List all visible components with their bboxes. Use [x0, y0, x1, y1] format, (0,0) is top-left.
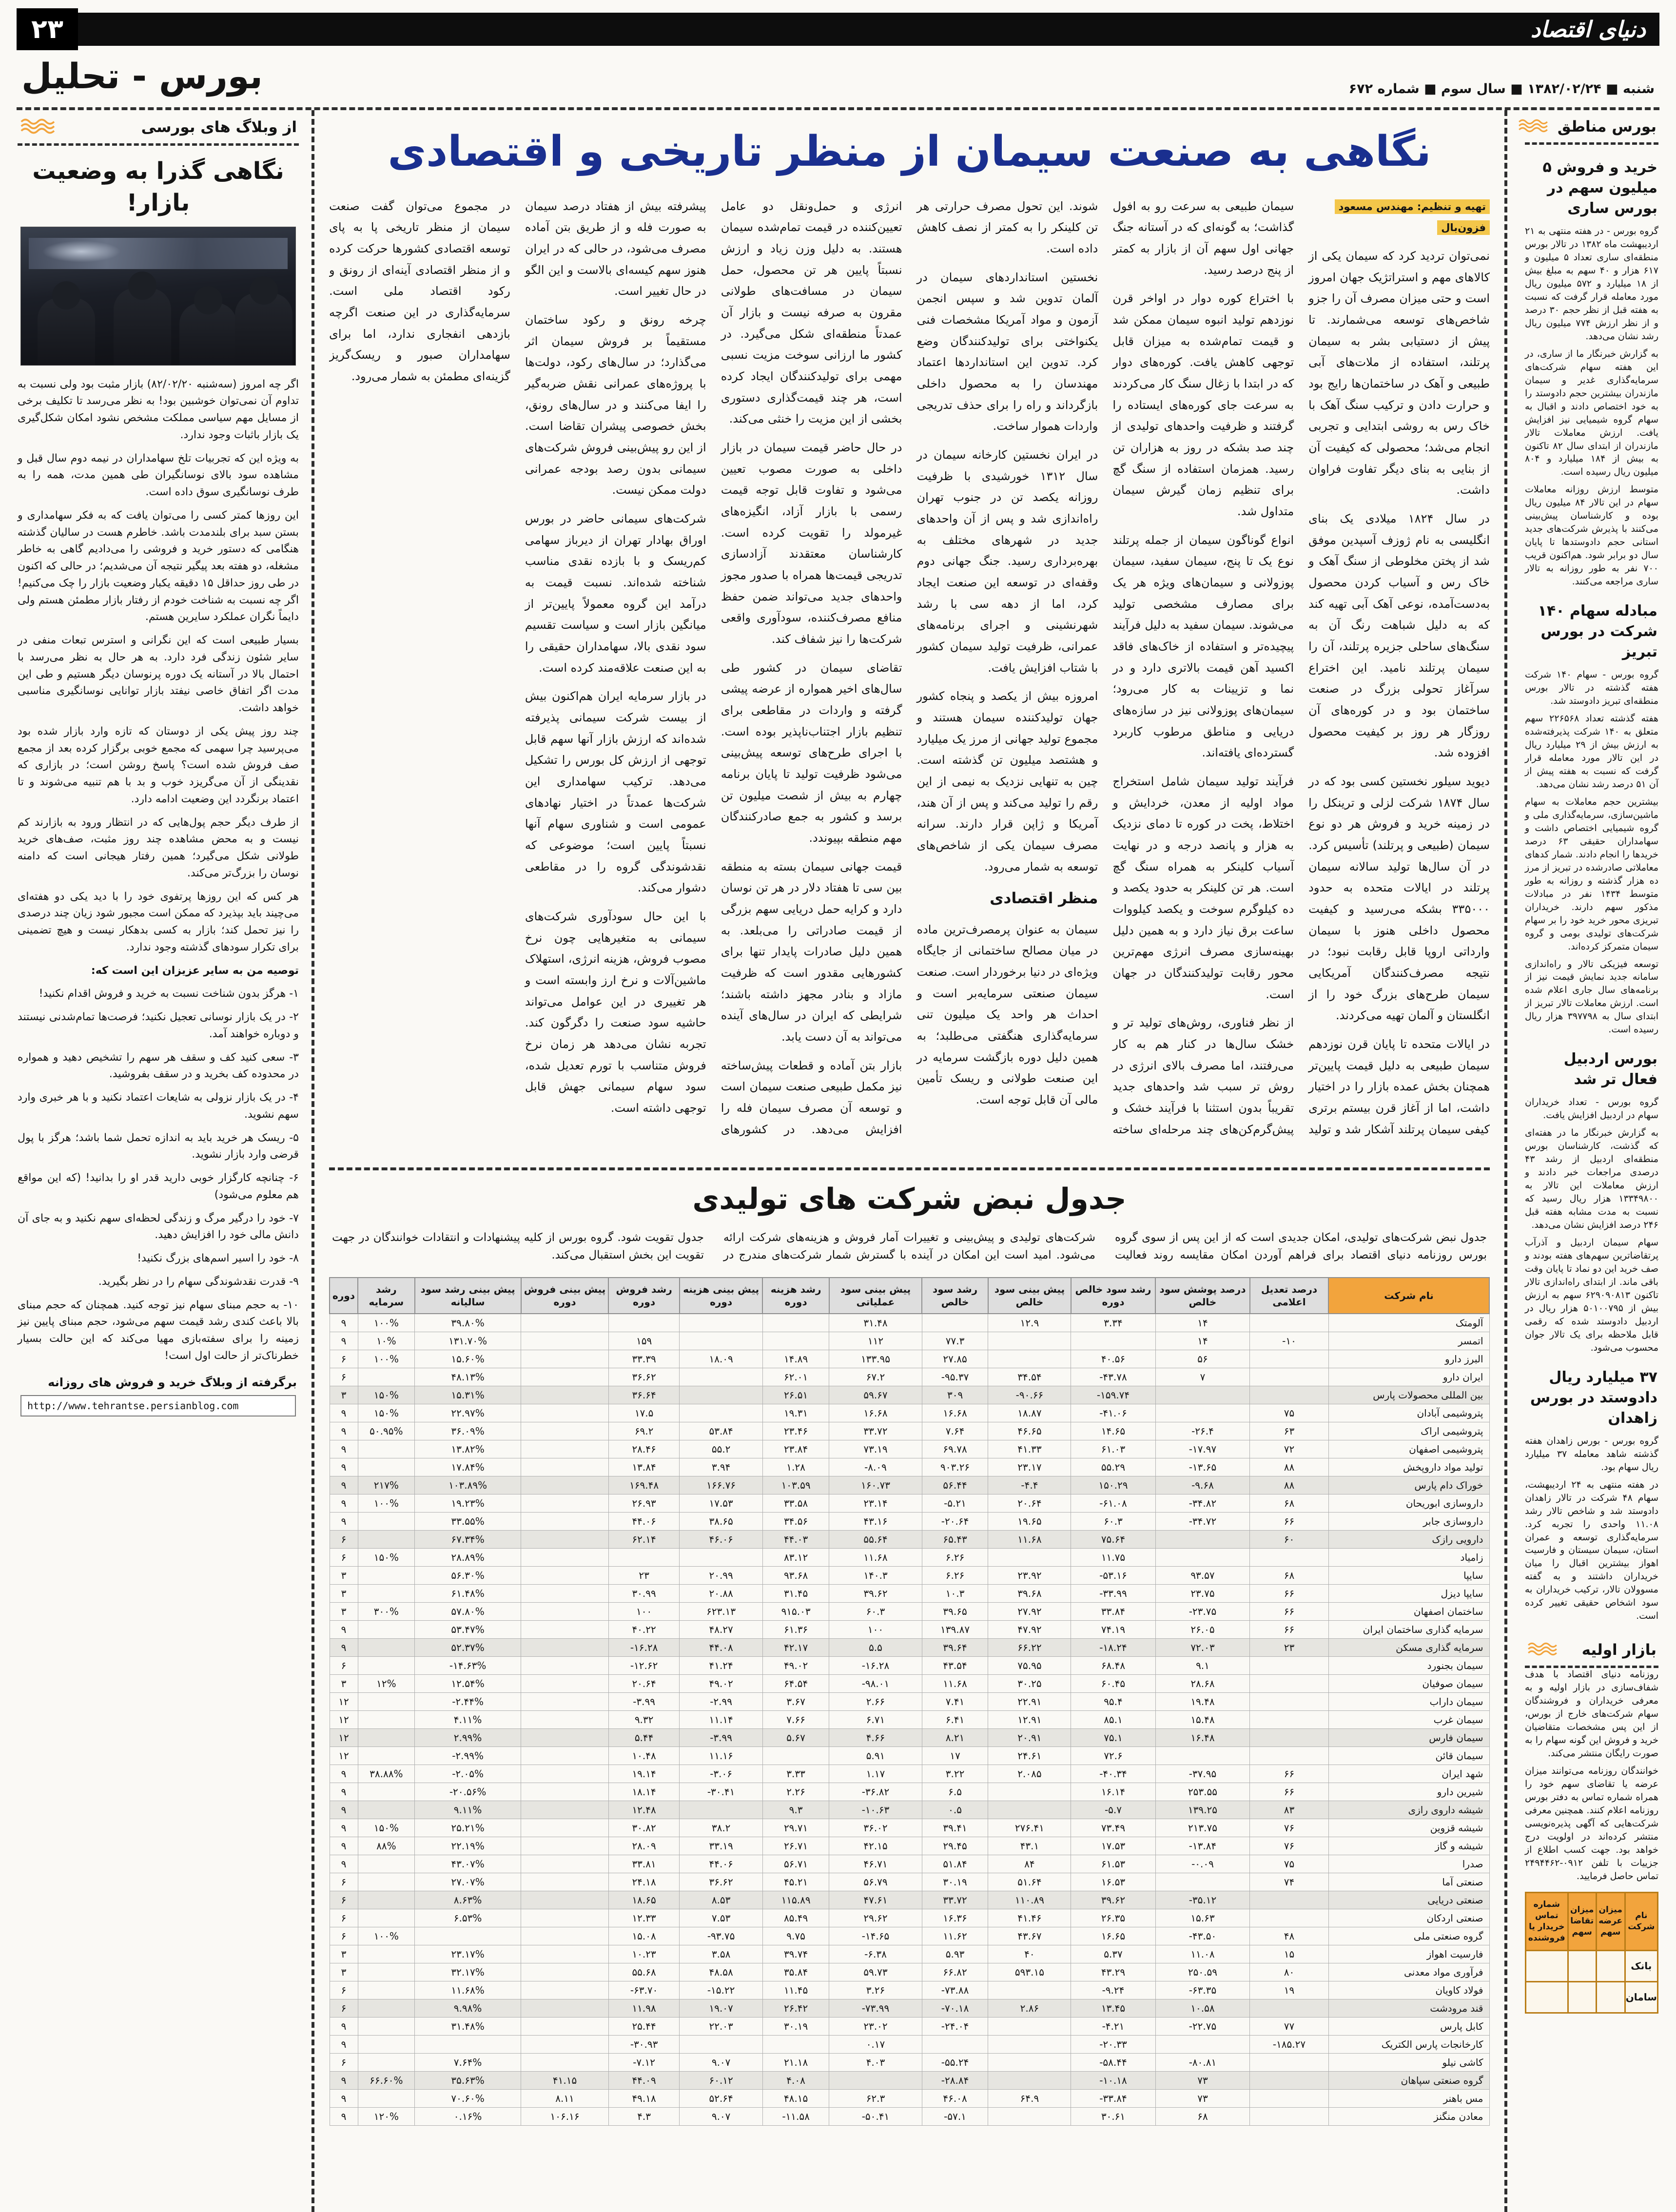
- regional-tab: [1525, 116, 1658, 145]
- article-paragraph: با اختراع کوره دوار در اواخر قرن نوزدهم تولید انبوه سیمان ممکن شد و قیمت تمام‌شده به میزان قابل توجهی کاهش یافت. کوره‌های دوار که در ابتدا با زغال سنگ کار می‌کردند به سرعت جای کوره‌های ایستاده را گرفتند و ظرفیت واحدهای تولیدی از چند صد بشکه در روز به هزاران تن رسید. همزمان استفاده از سنگ گچ برای تنظیم زمان گیرش سیمان متداول شد.: [1112, 291, 1294, 518]
- news-section: [1525, 601, 1658, 1036]
- pulse-col-header: نام شرکت: [1328, 1278, 1489, 1314]
- pulse-col-header: پیش بینی رشد سود سالیانه: [415, 1278, 521, 1314]
- article-paragraph: نمی‌توان تردید کرد که سیمان یکی از کالاهای مهم و استراتژیک جهان امروز است و حتی میزان مصرف آن را جزو شاخص‌های توسعه می‌شمارند. تا پیش از دستیابی بشر به سیمان پرتلند، استفاده از ملات‌های آبی طبیعی و آهک در ساختمان‌ها رایج بود و حرارت دادن و ترکیب سنگ آهک با خاک رس به روشی ابتدایی و تجربی انجام می‌شد؛ محصولی که کیفیت آن از بنایی به بنای دیگر تفاوت فراوان داشت.: [1308, 249, 1490, 497]
- contact-row: سامان: [1526, 1981, 1658, 2013]
- article-paragraph: تقاضای سیمان در کشور طی سال‌های اخیر همواره از عرضه پیشی گرفته و واردات در مقاطعی برای تنظیم بازار اجتناب‌ناپذیر بوده است. با اجرای طرح‌های توسعه پیش‌بینی می‌شود ظرفیت تولید تا پایان برنامه چهارم به بیش از شصت میلیون تن برسد و کشور به جمع صادرکنندگان مهم منطقه بپیوندد.: [721, 660, 902, 845]
- table-row: شیرین دارو ۶۶ ۲۵۳.۵۵ ۱۶.۱۴ ۶.۵ -۳۶.۸۲ ۲.۲۶ -۳۰.۴۱ ۱۸.۱۴ -۲۰.۵۶% ۹: [330, 1783, 1489, 1801]
- blog-paragraph: ۴- در یک بازار نزولی به شایعات اعتماد نکنید و با هر خبری وارد سهم نشوید.: [18, 1091, 299, 1121]
- pulse-col-header: درصد تعدیل اعلامی: [1250, 1278, 1328, 1314]
- article-paragraph: در حال حاضر قیمت سیمان در بازار داخلی به صورت مصوب تعیین می‌شود و تفاوت قابل توجه قیمت رسمی با بازار آزاد، انگیزه‌های غیرمولد را تقویت کرده است. کارشناسان معتقدند آزادسازی تدریجی قیمت‌ها همراه با صدور مجوز واحدهای جدید می‌تواند ضمن حفظ منافع مصرف‌کننده، سودآوری واقعی شرکت‌ها را نیز شفاف کند.: [721, 440, 902, 646]
- article-paragraph: با این حال سودآوری شرکت‌های سیمانی به متغیرهایی چون نرخ مصوب فروش، هزینه انرژی، استهلاک ماشین‌آلات و نرخ ارز وابسته است و هر تغییری در این عوامل می‌تواند حاشیه سود صنعت را دگرگون کند. تجربه نشان می‌دهد هر زمان نرخ فروش متناسب با تورم تعدیل شده، سود سهام سیمانی جهش قابل توجهی داشته است.: [525, 910, 706, 1115]
- primary-market-text: [1525, 1668, 1658, 1883]
- table-row: تولید مواد داروپخش ۸۸ -۱۳.۶۵ ۵۵.۲۹ ۲۳.۱۷ ۹۰۳.۲۶ -۸.۰۹ ۱.۲۸ ۳.۹۴ ۱۳.۸۴ ۱۷.۸۴% ۹: [330, 1458, 1489, 1476]
- article-byline: تهیه و تنظیم: مهندس مسعود فزون‌بال: [1335, 199, 1490, 235]
- newspaper-logo: دنیای اقتصاد: [1530, 16, 1646, 42]
- blog-text: [18, 376, 299, 1365]
- wave-icon: [1527, 1641, 1562, 1659]
- blog-tab: [18, 116, 299, 146]
- table-row: سیمان فارس ۱۶.۴۸ ۷۵.۱ ۲۰.۹۱ ۸.۲۱ ۴.۶۶ ۵.۶۷ -۳.۹۹ ۵.۴۴ ۲.۹۹% ۱۲: [330, 1728, 1489, 1746]
- pulse-col-header: رشد فروش دوره: [608, 1278, 679, 1314]
- news-headline: خرید و فروش ۵ میلیون سهم در بورس ساری: [1542, 159, 1657, 217]
- contact-col-header: میزان تقاضا سهم: [1568, 1892, 1596, 1950]
- date-line: شنبه ■ ۱۳۸۲/۰۲/۲۴ ■ سال سوم ■ شماره ۶۷۲: [1348, 81, 1655, 97]
- news-headline: مبادله سهام ۱۴۰ شرکت در بورس تبریز: [1538, 602, 1657, 661]
- blog-paragraph: ۷- خود را درگیر مرگ و زندگی لحظه‌ای سهم نکنید و به جای آن دانش مالی خود را افزایش دهید.: [18, 1212, 299, 1242]
- table-row: فرآوری مواد معدنی ۸۰ ۲۵۰.۵۹ ۴۳.۲۹ ۵۹۳.۱۵ ۶۶.۸۲ ۵۹.۷۳ ۳۵.۸۴ ۴۸.۵۸ ۵۵.۶۸ ۳۲.۱۷% ۳: [330, 1963, 1489, 1981]
- table-row: شیشه قزوین ۷۶ ۲۱۳.۷۵ ۷۳.۴۹ ۲۷۶.۴۱ ۳۹.۴۱ ۳۶.۰۲ ۲۹.۷۱ ۳۸.۲ ۳۰.۸۲ ۲۵.۲۱% ۱۵۰% ۹: [330, 1819, 1489, 1837]
- blog-tab-title: از وبلاگ های بورسی: [141, 118, 297, 136]
- table-row: سیمان صوفیان ۲۸.۶۸ ۶۰.۴۵ ۳۰.۲۵ ۱۱.۶۸ -۹۸.۰۱ ۶۴.۵۴ ۴۹.۰۲ ۲۰.۶۴ ۱۲.۵۴% ۱۲% ۳: [330, 1674, 1489, 1692]
- article-paragraph: انرژی و حمل‌ونقل دو عامل تعیین‌کننده در قیمت تمام‌شده سیمان هستند. به دلیل وزن زیاد و ارزش نسبتاً پایین هر تن محصول، حمل سیمان در مسافت‌های طولانی مقرون به صرفه نیست و بازار آن عمدتاً منطقه‌ای شکل می‌گیرد. در کشور ما ارزانی سوخت مزیت نسبی مهمی برای تولیدکنندگان ایجاد کرده است، هر چند قیمت‌گذاری دستوری بخشی از این مزیت را خنثی می‌کند.: [721, 199, 902, 426]
- article-paragraph: از نظر فناوری، روش‌های تولید تر و خشک سال‌ها در کنار هم به کار می‌رفتند، اما مصرف بالای انرژی در روش تر سبب شد واحدهای جدید تقریباً بدون استثنا با فرآیند خشک و پیش‌گرم‌کن‌های چند مرحله‌ای ساخته شوند. این تحول مصرف حرارتی هر تن کلینکر را به کمتر از نصف کاهش داده است.: [916, 199, 1294, 1136]
- blog-paragraph: ۱۰- به حجم مبنای سهام نیز توجه کنید. همچنان که حجم مبنای بالا باعث کندی رشد قیمت سهم می‌شود، حجم مبنای پایین نیز زمینه را برای سفته‌بازی مهیا می‌کند که این حالت بسیار خطرناک‌تر از حالت اول است!: [18, 1299, 299, 1362]
- table-row: شیشه داروی رازی ۸۳ ۱۳۹.۲۵ -۵.۷ ۰.۵ -۱۰.۶۳ ۹.۳ ۱۲.۴۸ ۹.۱۱% ۹: [330, 1801, 1489, 1819]
- table-row: صدرا ۷۵ -۰.۰۹ ۶۱.۵۳ ۸۴ ۵۱.۸۴ ۴۶.۷۱ ۵۶.۷۱ ۴۴.۰۶ ۳۳.۸۱ ۴۳.۰۷% ۹: [330, 1855, 1489, 1873]
- table-row: پتروشیمی اراک ۶۳ -۲۶.۴ ۱۴.۶۵ ۴۶.۶۵ ۷.۶۴ ۳۳.۷۲ ۲۳.۴۶ ۵۳.۸۴ ۶۹.۲ ۳۶.۰۹% ۵۰.۹۵% ۹: [330, 1422, 1489, 1440]
- blog-paragraph: این روزها کمتر کسی را می‌توان یافت که به فکر سهامداری و بستن سبد برای بلندمدت باشد. خاطرم هست در سالیان گذشته هنگامی که دستور خرید و فروشی را می‌دادیم گاهی به خاطر مشغله، دو هفته بعد پیگیر نتیجه آن می‌شدیم؛ در حالی که اکنون در طی روز حداقل ۱۵ دقیقه یکبار وضعیت بازار را چک می‌کنیم! اگر چه نسبت به شناخت خودم از رفتار بازار مطمئن هستم ولی دایماً نگران عملکرد سایرین هستم.: [18, 509, 299, 623]
- pulse-col-header: پیش بینی هزینه دوره: [680, 1278, 763, 1314]
- page-number: ۲۳: [17, 8, 78, 50]
- table-row: سرمایه گذاری مسکن ۲۳ ۷۲.۰۳ -۱۸.۲۴ ۶۶.۲۲ ۳۹.۶۴ ۵.۵ ۴۲.۱۷ ۴۴.۰۸ -۱۶.۲۸ ۵۲.۳۷% ۹: [330, 1638, 1489, 1656]
- table-row: اتمسر -۱۰ ۱۴ ۷۷.۳ ۱۱۲ ۱۵۹ ۱۳۱.۷۰% ۱۰% ۹: [330, 1332, 1489, 1350]
- article-paragraph: انواع گوناگون سیمان از جمله پرتلند نوع یک تا پنج، سیمان سفید، سیمان پوزولانی و سیمان‌های ویژه هر یک برای مصارف مشخصی تولید می‌شوند. سیمان سفید به دلیل فرآیند پیچیده‌تر و استفاده از خاک‌های فاقد اکسید آهن قیمت بالاتری دارد و در نما و تزیینات به کار می‌رود؛ سیمان‌های پوزولانی نیز در سازه‌های دریایی و مناطق مرطوب کاربرد گسترده‌ای یافته‌اند.: [1112, 533, 1294, 760]
- article-paragraph: امروزه بیش از یکصد و پنجاه کشور جهان تولیدکننده سیمان هستند و مجموع تولید جهانی از مرز یک میلیارد و هشتصد میلیون تن گذشته است. چین به تنهایی نزدیک به نیمی از این رقم را تولید می‌کند و پس از آن هند، آمریکا و ژاپن قرار دارند. سرانه مصرف سیمان یکی از شاخص‌های توسعه به شمار می‌رود.: [916, 689, 1098, 873]
- table-row: گروه صنعتی ملی ۴۸ -۴۳.۵۰ ۱۶.۶۵ ۴۳.۶۷ ۱۱.۶۲ -۱۴.۶۵ ۹.۷۵ -۹۳.۷۵ ۱۵.۰۸ ۱۰۰% ۶: [330, 1927, 1489, 1945]
- table-row: زامیاد ۱۱.۷۵ ۶.۲۶ ۱۱.۶۸ ۸۳.۱۲ ۲۸.۸۹% ۱۵۰% ۶: [330, 1548, 1489, 1566]
- table-row: داروسازی ابوریحان ۶۸ -۳۴.۸۲ -۶۱.۰۸ ۲۰.۶۴ -۵.۲۱ ۲۳.۱۴ ۳۳.۵۸ ۱۷.۵۳ ۲۶.۹۳ ۱۹.۲۳% ۱۰۰% ۹: [330, 1494, 1489, 1512]
- table-row: گروه صنعتی سپاهان ۷۳ -۱۰.۱۸ -۲۸.۸۴ ۴.۰۸ ۶۰.۱۲ ۴۴.۰۹ ۴۱.۱۵ ۳۵.۶۳% ۶۶.۶۰% ۹: [330, 2071, 1489, 2089]
- contact-row: بانک: [1526, 1950, 1658, 1981]
- news-paragraph: گروه بورس - سهام ۱۴۰ شرکت هفته گذشته در تالار بورس منطقه‌ای تبریز دادوستد شد.: [1525, 669, 1658, 707]
- table-row: سرمایه گذاری ساختمان ایران ۶۶ ۲۶.۰۵ ۷۴.۱۹ ۴۷.۹۲ ۱۳۹.۸۷ ۱۰۰ ۶۱.۳۶ ۴۸.۲۷ ۴۰.۲۲ ۵۳.۴۷% ۹: [330, 1620, 1489, 1638]
- main-content: [17, 110, 1659, 2212]
- news-paragraph: در هفته منتهی به ۲۴ اردیبهشت، سهام ۴۸ شرکت در تالار زاهدان دادوستد شد و شاخص تالار رشد ۱۱.۰۸ واحدی را تجربه کرد. سرمایه‌گذاری توسعه و عمران استان، سیمان سیستان و فارسیت اهواز بیشترین اقبال را میان خریداران داشتند و به گفته مسوولان تالار، ترکیب خریداران به سود اشخاص حقیقی تغییر کرده است.: [1525, 1479, 1658, 1622]
- blog-paragraph: ۹- قدرت نقدشوندگی سهام را در نظر بگیرید.: [98, 1275, 299, 1288]
- news-paragraph: متوسط ارزش روزانه معاملات سهام در این تالار ۸۴ میلیون ریال بوده و کارشناسان پیش‌بینی می‌کنند با پذیرش شرکت‌های جدید استانی حجم دادوستدها تا پایان سال دو برابر شود. هم‌اکنون قریب ۷۰۰ نفر به طور روزانه به تالار ساری مراجعه می‌کنند.: [1525, 484, 1658, 587]
- article-subhead: منظر اقتصادی: [990, 890, 1098, 908]
- table-row: کارخانجات پارس الکتریک -۱۸۵.۲۷ -۲۰.۳۳ ۰.۱۷ -۳۰.۹۳ ۹: [330, 2035, 1489, 2053]
- article-body: [329, 196, 1490, 1154]
- news-headline: بورس اردبیل فعال تر شد: [1563, 1050, 1657, 1088]
- news-section: [1525, 1049, 1658, 1354]
- pulse-table-title: جدول نبض شرکت های تولیدی: [692, 1182, 1127, 1216]
- article-paragraph: نخستین استانداردهای سیمان در آلمان تدوین شد و سپس انجمن آزمون و مواد آمریکا مشخصات فنی یکنواختی برای تولیدکنندگان وضع کرد. تدوین این استانداردها اعتماد مهندسان را به محصول داخلی بازگرداند و راه را برای حذف تدریجی واردات هموار ساخت.: [916, 270, 1098, 433]
- table-row: سیمان بجنورد ۹.۱ ۶۸.۴۸ ۷۵.۹۵ ۴۳.۵۴ -۱۶.۲۸ ۴۹.۰۲ ۴۱.۲۴ -۱۲.۶۲ -۱۴.۶۳% ۶: [330, 1656, 1489, 1674]
- wave-icon: [19, 118, 60, 136]
- regional-tab-title: بورس مناطق: [1557, 118, 1657, 136]
- contact-table-head-row: [1526, 1892, 1658, 1950]
- wave-icon: [1518, 118, 1553, 136]
- table-row: کاشی نیلو -۸۰.۸۱ -۵۸.۴۴ -۵۵.۲۴ ۴.۰۳ ۲۱.۱۸ ۹.۰۷ -۷.۱۲ ۷.۶۴% ۶: [330, 2053, 1489, 2071]
- blog-paragraph: ۸- خود را اسیر اسم‌های بزرگ نکنید!: [137, 1252, 299, 1265]
- article-paragraph: دیوید سیلور نخستین کسی بود که در سال ۱۸۷۴ شرکت لزلی و ترینکل را در زمینه خرید و فروش هر دو نوع سیمان (طبیعی و پرتلند) تأسیس کرد. در آن سال‌ها تولید سالانه سیمان پرتلند در ایالات متحده به حدود ۳۳۵۰۰۰ بشکه می‌رسید و کیفیت محصول داخلی هنوز با سیمان وارداتی اروپا قابل رقابت نبود؛ در نتیجه مصرف‌کنندگان آمریکایی سیمان طرح‌های بزرگ خود را از انگلستان و آلمان تهیه می‌کردند.: [1308, 774, 1490, 1023]
- news-paragraph: به گزارش خبرنگار ما در هفته‌ای که گذشت، کارشناسان بورس منطقه‌ای اردبیل از رشد ۴۳ درصدی مراجعات خبر دادند و ارزش معاملات این تالار به ۱۳۳۴۹۸۰۰ هزار ریال رسید که نسبت به مدت مشابه هفته قبل ۲۴۶ درصد افزایش نشان می‌دهد.: [1525, 1127, 1658, 1231]
- table-row: سیمان غرب ۱۵.۴۸ ۸۵.۱ ۱۲.۹۱ ۶.۴۱ ۶.۷۱ ۷.۶۶ ۱۱.۱۴ ۹.۳۲ ۴.۱۱% ۱۲: [330, 1710, 1489, 1728]
- blog-paragraph: ۳- سعی کنید کف و سقف هر سهم را تشخیص دهید و همواره در محدوده کف بخرید و در سقف بفروشید.: [18, 1051, 299, 1081]
- article-headline: نگاهی به صنعت سیمان از منظر تاریخی و اقتصادی: [388, 127, 1431, 176]
- table-row: البرز دارو ۵۶ ۴۰.۵۶ ۲۷.۸۵ ۱۳۳.۹۵ ۱۴.۸۹ ۱۸.۰۹ ۳۳.۳۹ ۱۵.۶۰% ۱۰۰% ۶: [330, 1350, 1489, 1368]
- table-row: شهد ایران ۶۶ -۳۷.۹۵ -۴۰.۳۴ ۲.۰۸۵ ۳.۲۲ ۱.۱۷ ۳.۳۳ -۳.۰۶ ۱۹.۱۴ -۲.۰۵% ۳۸.۸۸% ۹: [330, 1765, 1489, 1783]
- contact-col-header: میزان عرضه سهم: [1596, 1892, 1625, 1950]
- pulse-col-header: رشد سود خالص دوره: [1071, 1278, 1155, 1314]
- blog-paragraph: به ویژه این که تجربیات تلخ سهامداران در نیمه دوم سال قبل و مشاهده سود بالای نوسانگیران طی همین مدت، همه را به طرف نوسانگیری سوق داده است.: [18, 452, 299, 499]
- news-paragraph: گروه بورس - بورس زاهدان هفته گذشته شاهد معامله ۳۷ میلیارد ریال سهام بود.: [1525, 1435, 1658, 1473]
- pulse-col-header: پیش بینی سود خالص: [988, 1278, 1071, 1314]
- blog-paragraph: توصیه من به سایر عزیزان این است که:: [91, 964, 299, 977]
- table-row: آلومتک ۱۴ ۳.۳۴ ۱۲.۹ ۳۱.۴۸ ۳۹.۸۰% ۱۰۰% ۹: [330, 1314, 1489, 1332]
- primary-market-title: بازار اولیه: [1581, 1641, 1657, 1659]
- contact-col-header: شماره تماس خریدار یا فروشنده: [1526, 1892, 1568, 1950]
- article-paragraph: در سال ۱۸۲۴ میلادی یک بنای انگلیسی به نام ژوزف آسپدین موفق شد از پختن مخلوطی از سنگ آهک و خاک رس و آسیاب کردن محصول به‌دست‌آمده، نوعی آهک آبی تهیه کند که به دلیل شباهت رنگ آن به سنگ‌های ساحلی جزیره پرتلند، آن را سیمان پرتلند نامید. این اختراع سرآغاز تحولی بزرگ در صنعت ساختمان بود و در کوره‌های آن روزگار هر روز بر کیفیت محصول افزوده شد.: [1308, 511, 1490, 760]
- table-row: ساختمان اصفهان ۶۶ -۲۳.۷۵ ۳۳.۸۴ ۲۷.۹۲ ۳۹.۶۵ ۶۰.۳ ۹۱۵.۰۳ ۶۲۳.۱۳ ۱۰۰ ۵۷.۸۰% ۳۰۰% ۳: [330, 1602, 1489, 1620]
- table-row: فارسیت اهواز ۱۵ ۱۱.۰۸ ۵.۳۷ ۴۰ ۵.۹۳ -۶.۳۸ ۳۹.۷۴ ۳.۵۸ ۱۰.۲۳ ۲۳.۱۷% ۳: [330, 1945, 1489, 1963]
- table-row: دارویی رازک ۶۰ ۷۵.۶۴ ۱۱.۶۸ ۶۵.۴۳ ۵۵.۶۴ ۴۴.۰۳ ۴۶.۰۶ ۶۲.۱۴ ۶۷.۳۴% ۶: [330, 1530, 1489, 1548]
- news-section: [1525, 157, 1658, 588]
- section-title-row: [17, 46, 1659, 110]
- news-paragraph: گروه بورس - تعداد خریداران سهام در اردبیل افزایش یافت.: [1525, 1097, 1658, 1121]
- table-row: صنعتی دریایی -۳۵.۱۲ ۳۹.۶۲ ۱۱۰.۸۹ ۳۳.۷۲ ۴۷.۶۱ ۱۱۵.۸۹ ۸.۵۳ ۱۸.۶۵ ۸.۶۳% ۶: [330, 1891, 1489, 1909]
- pulse-col-header: رشد سود خالص: [922, 1278, 988, 1314]
- pulse-table-intro: جدول نبض شرکت‌های تولیدی، امکان جدیدی است که از این پس از سوی گروه بورس روزنامه دنیای اقتصاد برای فراهم آوردن امکان مقایسه روند فعالیت شرکت‌های تولیدی و پیش‌بینی و تغییرات آمار فروش و هزینه‌های شرکت ارائه می‌شود. امید است این امکان در آینده با گسترش شمار شرکت‌های مندرج در جدول تقویت شود. گروه بورس از کلیه پیشنهادات و انتقادات خوانندگان در جهت تقویت این بخش استقبال می‌کند.: [332, 1231, 1487, 1262]
- news-paragraph: خوانندگان روزنامه می‌توانند میزان عرضه یا تقاضای سهم خود را همراه شماره تماس به دفتر بورس روزنامه اعلام کنند. همچنین معرفی شرکت‌هایی که آگهی پذیره‌نویسی منتشر کرده‌اند در اولویت درج خواهد بود. جهت کسب اطلاع از جزییات با تلفن ۰۹۱۲-۲۴۹۴۴۶۲ تماس حاصل فرمایید.: [1525, 1766, 1658, 1882]
- table-row: خوراک دام پارس ۸۸ -۹.۶۸ ۱۵۰.۲۹ -۴.۴ ۵۶.۴۴ ۱۶۰.۷۳ ۱۰۳.۵۹ ۱۶۶.۷۶ ۱۶۹.۴۸ ۱۰۳.۸۹% ۲۱۷% ۹: [330, 1476, 1489, 1494]
- table-row: داروسازی جابر ۶۶ -۳۴.۷۲ ۶۰.۳ ۱۹.۶۵ -۲۰.۶۴ ۴۳.۱۶ ۳۴.۵۶ ۳۸.۶۵ ۴۴.۰۶ ۳۳.۵۵% ۹: [330, 1512, 1489, 1530]
- pulse-table-section: [329, 1167, 1490, 2126]
- article-paragraph: شرکت‌های سیمانی حاضر در بورس اوراق بهادار تهران از دیرباز سهامی کم‌ریسک و با بازده نقدی مناسب شناخته شده‌اند. نسبت قیمت به درآمد این گروه معمولاً پایین‌تر از میانگین بازار است و سیاست تقسیم سود نقدی بالا، سهامداران حقیقی را به این صنعت علاقه‌مند کرده است.: [525, 511, 706, 675]
- pulse-col-header: رشد سرمایه: [358, 1278, 414, 1314]
- blog-paragraph: از طرف دیگر حجم پول‌هایی که در انتظار ورود به بازارند کم نیست و به محض مشاهده چند روز مثبت، صف‌های خرید طولانی شکل می‌گیرد؛ همین رفتار هیجانی است که دامنه نوسان را بزرگ‌تر می‌کند.: [18, 816, 299, 879]
- blog-paragraph: اگر چه امروز (سه‌شنبه ۸۲/۰۲/۲۰) بازار مثبت بود ولی نسبت به تداوم آن نمی‌توان خوشبین بود! به نظر می‌رسد تا تکلیف برخی از مسایل مهم سیاسی مملکت مشخص نشود امکان شکل‌گیری یک بازار باثبات وجود ندارد.: [18, 378, 299, 441]
- pulse-table: [329, 1277, 1490, 2126]
- pulse-col-header: پیش بینی سود عملیاتی: [829, 1278, 922, 1314]
- table-row: معادن منگنز ۶۸ ۳۰.۶۱ -۵۷.۱ -۵۰.۴۱ -۱۱.۵۸ ۹.۰۷ ۴.۳ ۱۰۶.۱۶ ۰.۱۶% ۱۲۰% ۹: [330, 2107, 1489, 2125]
- news-paragraph: به گزارش خبرنگار ما از ساری، در این هفته سهام شرکت‌های سرمایه‌گذاری غدیر و سیمان مازندران بیشترین حجم دادوستد را به خود اختصاص دادند و اقبال به سهام گروه شیمیایی نیز افزایش یافت. ارزش معاملات تالار مازندران از ابتدای سال ۸۲ تاکنون به بیش از ۱۸۴ میلیارد و ۸۰۴ میلیون ریال رسیده است.: [1525, 348, 1659, 478]
- primary-market-contact-table: [1525, 1892, 1658, 2014]
- table-row: مس باهنر ۷۳ -۳۳.۸۴ ۶۴.۹ ۴۶.۰۸ ۶۲.۳ ۴۸.۱۵ ۵۲.۶۴ ۴۹.۱۸ ۸.۱۱ ۷۰.۶۰% ۹: [330, 2089, 1489, 2107]
- news-paragraph: توسعه فیزیکی تالار و راه‌اندازی سامانه جدید نمایش قیمت نیز از برنامه‌های سال جاری اعلام شده است. ارزش معاملات تالار تبریز از ابتدای سال به ۳۹۷۷۹۸ هزار ریال رسیده است.: [1525, 958, 1659, 1035]
- pulse-col-header: دوره: [330, 1278, 358, 1314]
- table-row: سایپا دیزل ۶۶ ۲۳.۷۵ -۳۳.۹۹ ۳۹.۶۸ ۱۰.۳ ۳۹.۶۲ ۳۱.۴۵ ۲۰.۸۸ ۳۰.۹۹ ۶۱.۴۸% ۳: [330, 1584, 1489, 1602]
- blog-paragraph: ۲- در یک بازار نوسانی تعجیل نکنید؛ فرصت‌ها تمام‌شدنی نیستند و دوباره خواهند آمد.: [18, 1011, 299, 1040]
- article-paragraph: بازار بتن آماده و قطعات پیش‌ساخته نیز مکمل طبیعی صنعت سیمان است و توسعه آن مصرف سیمان فله را افزایش می‌دهد. در کشورهای پیشرفته بیش از هفتاد درصد سیمان به صورت فله و از طریق بتن آماده مصرف می‌شود، در حالی که در ایران هنوز سهم کیسه‌ای بالاست و این الگو در حال تغییر است.: [525, 199, 902, 1136]
- trading-floor-photo: [20, 227, 296, 366]
- table-row: ایران دارو ۷ -۴۳.۷۸ ۳۴.۵۴ -۹۵.۳۷ ۶۷.۲ ۶۲.۰۱ ۳۶.۶۲ ۴۸.۱۳% ۶: [330, 1368, 1489, 1386]
- news-paragraph: بیشترین حجم معاملات به سهام ماشین‌سازی، سرمایه‌گذاری ملی و گروه شیمیایی اختصاص داشت و سهامداران حقیقی ۶۳ درصد خریدها را انجام دادند. شمار کدهای معاملاتی صادرشده در تبریز از مرز ده هزار گذشته و روزانه به طور متوسط ۱۴۳۴ نفر در مبادلات مذکور سهم دارند. خریداران تبریزی محور خرید خود را بر سهام شرکت‌های تولیدی بومی و گروه سیمان متمرکز کرده‌اند.: [1525, 796, 1658, 952]
- article-paragraph: در ایران نخستین کارخانه سیمان در سال ۱۳۱۲ خورشیدی با ظرفیت روزانه یکصد تن در جنوب تهران راه‌اندازی شد و پس از آن واحدهای جدید در شهرهای مختلف به بهره‌برداری رسید. جنگ جهانی دوم وقفه‌ای در توسعه این صنعت ایجاد کرد، اما از دهه سی با رشد شهرنشینی و اجرای برنامه‌های عمرانی، ظرفیت تولید سیمان کشور با شتاب افزایش یافت.: [916, 447, 1098, 675]
- article-paragraph: قیمت جهانی سیمان بسته به منطقه بین سی تا هفتاد دلار در هر تن نوسان دارد و کرایه حمل دریایی سهم بزرگی از قیمت صادراتی را می‌بلعد. به همین دلیل صادرات پایدار تنها برای کشورهایی مقدور است که ظرفیت مازاد و بنادر مجهز داشته باشند؛ شرایطی که ایران در سال‌های آینده می‌تواند به آن دست یابد.: [721, 859, 902, 1044]
- news-paragraph: روزنامه دنیای اقتصاد با هدف شفاف‌سازی در بازار اولیه و به معرفی خریداران و فروشندگان سهام شرکت‌های خارج از بورس، از این پس مشخصات متقاضیان خرید و فروش این گونه سهام را به صورت رایگان منتشر می‌کند.: [1525, 1669, 1658, 1759]
- table-row: سیمان قائن ۷۲.۶ ۲۴.۶۱ ۱۷ ۵.۹۱ ۱۱.۱۶ ۱۰.۴۸ -۲.۹۹% ۱۲: [330, 1746, 1489, 1765]
- blog-paragraph: بسیار طبیعی است که این نگرانی و استرس تبعات منفی در سایر شئون زندگی فرد دارد. به هر حال به نظر می‌رسد با احتمال بالا در آستانه یک دوره پرنوسان دیگر هستیم و طی این مدت اگر اتفاق خاصی نیفتد بازار توانایی نوسانگیری مناسبی خواهد داشت.: [18, 634, 299, 715]
- pulse-col-header: رشد هزینه دوره: [762, 1278, 829, 1314]
- table-row: پتروشیمی آبادان ۷۵ -۴۱.۰۶ ۱۸.۸۷ ۱۶.۶۸ ۱۶.۶۸ ۱۹.۳۱ ۱۷.۵ ۲۲.۹۷% ۱۵۰% ۹: [330, 1404, 1489, 1422]
- section-title: بورس - تحلیل: [21, 56, 263, 97]
- pulse-col-header: پیش بینی فروش دوره: [521, 1278, 609, 1314]
- blog-paragraph: ۶- چنانچه کارگزار خوبی دارید قدر او را بدانید! (که این مواقع هم معلوم می‌شود): [18, 1172, 299, 1201]
- pulse-col-header: درصد پوشش سود خالص: [1155, 1278, 1250, 1314]
- blog-paragraph: ۵- ریسک هر خرید باید به اندازه تحمل شما باشد؛ هرگز با پول قرضی وارد بازار نشوید.: [18, 1131, 299, 1161]
- blog-url-link: http://www.tehrantse.persianblog.com: [20, 1395, 296, 1416]
- article-paragraph: فرآیند تولید سیمان شامل استخراج مواد اولیه از معدن، خردایش و اختلاط، پخت در کوره تا دمای نزدیک به هزار و پانصد درجه و در نهایت آسیاب کلینکر به همراه سنگ گچ است. هر تن کلینکر به حدود یکصد و ده کیلوگرم سوخت و یکصد کیلووات ساعت برق نیاز دارد و به همین دلیل بهینه‌سازی مصرف انرژی مهم‌ترین محور رقابت تولیدکنندگان در جهان است.: [1112, 774, 1294, 1001]
- table-row: پتروشیمی اصفهان ۷۲ -۱۷.۹۷ ۶۱.۰۳ ۴۱.۳۳ ۶۹.۷۸ ۷۳.۱۹ ۲۳.۸۴ ۵۵.۲ ۲۸.۴۶ ۱۳.۸۲% ۹: [330, 1440, 1489, 1458]
- table-row: صنعتی آما ۷۴ ۱۶.۵۳ ۵۱.۶۴ ۳۰.۱۹ ۵۶.۷۹ ۴۵.۲۱ ۳۶.۶۲ ۲۴.۱۸ ۲۷.۰۷% ۶: [330, 1873, 1489, 1891]
- blog-rail: [17, 110, 302, 2212]
- pulse-head-row: [330, 1278, 1489, 1314]
- contact-col-header: نام شرکت: [1625, 1892, 1657, 1950]
- primary-market-tab: [1525, 1639, 1658, 1668]
- news-paragraph: هفته گذشته تعداد ۲۲۶۵۶۸ سهم متعلق به ۱۴۰ شرکت پذیرفته‌شده به ارزش بیش از ۲۹ میلیارد ریال در این تالار مورد معامله قرار گرفت که نسبت به هفته پیش از آن ۵۱ درصد رشد نشان می‌دهد.: [1525, 713, 1658, 790]
- table-row: بین المللی محصولات پارس -۱۵۹.۷۴ -۹۰.۶۶ ۳۰۹ ۵۹.۶۷ ۲۶.۵۱ ۳۶.۶۴ ۱۵.۳۱% ۱۵۰% ۳: [330, 1386, 1489, 1404]
- news-paragraph: گروه بورس - در هفته منتهی به ۲۱ اردیبهشت ماه ۱۳۸۲ در تالار بورس منطقه‌ای ساری تعداد ۵ میلیون و ۶۱۷ هزار و ۴۰ سهم به مبلغ بیش از ۱۸ میلیارد و ۵۷۲ میلیون ریال مورد معامله قرار گرفت که نسبت به هفته قبل از نظر حجم ۳۰ درصد و از نظر ارزش ۷۷۴ میلیون ریال رشد نشان می‌دهد.: [1525, 226, 1659, 342]
- news-headline: ۳۷ میلیارد ریال دادوستد در بورس زاهدان: [1530, 1368, 1657, 1427]
- blog-source: برگرفته از وبلاگ خرید و فروش های روزانه: [48, 1375, 297, 1389]
- blog-paragraph: ۱- هرگز بدون شناخت نسبت به خرید و فروش اقدام نکنید!: [39, 988, 299, 1000]
- news-paragraph: سهام سیمان اردبیل و آذرآب پرتقاضاترین سهم‌های هفته بودند و صف خرید این دو نماد تا پایان وقت باقی ماند. از ابتدای راه‌اندازی تالار تاکنون ۶۲۹۰۹۰۸۱۳ سهم به ارزش بیش از ۵۰۱۰۰۷۹۵ هزار ریال در اردبیل دادوستد شده که رقمی قابل ملاحظه برای یک تالار جوان محسوب می‌شود.: [1525, 1237, 1658, 1353]
- masthead-bar: [17, 13, 1659, 46]
- article-paragraph: سیمان به عنوان پرمصرف‌ترین ماده در میان مصالح ساختمانی از جایگاه ویژه‌ای در دنیا برخوردار است. صنعت سیمان صنعتی سرمایه‌بر است و احداث هر واحد یک میلیون تنی سرمایه‌گذاری هنگفتی می‌طلبد؛ به همین دلیل دوره بازگشت سرمایه در این صنعت طولانی و ریسک تأمین مالی آن قابل توجه است.: [916, 922, 1098, 1107]
- blog-paragraph: هر کس که این روزها پرتفوی خود را با دید یکی دو هفته‌ای می‌چیند باید بپذیرد که ممکن است مجبور شود زیان چند درصدی را نیز تحمل کند؛ بازار به کسی بدهکار نیست و هیچ تضمینی برای تکرار سودهای گذشته وجود ندارد.: [18, 890, 299, 953]
- pulse-body: [330, 1314, 1489, 2125]
- table-row: سیمان داراب ۱۹.۴۸ ۹۵.۴ ۲۲.۹۱ ۷.۴۱ ۲.۶۶ ۳.۶۷ -۲.۹۹ -۳.۹۹ -۲.۴۴% ۱۲: [330, 1692, 1489, 1710]
- article-paragraph: در بازار سرمایه ایران هم‌اکنون بیش از بیست شرکت سیمانی پذیرفته شده‌اند که ارزش بازار آنها سهم قابل توجهی از ارزش کل بورس را تشکیل می‌دهد. ترکیب سهامداری این شرکت‌ها عمدتاً در اختیار نهادهای عمومی است و شناوری سهام آنها نسبتاً پایین است؛ موضوعی که نقدشوندگی گروه را در مقاطعی دشوار می‌کند.: [525, 689, 706, 895]
- regional-sections: [1525, 157, 1658, 1623]
- table-row: سایپا ۶۸ ۹۳.۵۷ -۵۳.۱۶ ۲۳.۹۲ ۶.۲۶ ۱۴۰.۳ ۹۳.۶۸ ۲۰.۹۹ ۲۳ ۵۶.۳۰% ۳: [330, 1566, 1489, 1584]
- contact-table-body: [1526, 1950, 1658, 2013]
- table-row: صنعتی اردکان ۱۵.۶۳ ۲۶.۳۵ ۴۱.۴۶ ۱۶.۳۶ ۲۹.۶۲ ۸۵.۴۹ ۷.۵۳ ۱۲.۳۳ ۶.۵۳% ۶: [330, 1909, 1489, 1927]
- article-paragraph: در ایالات متحده تا پایان قرن نوزدهم سیمان طبیعی به دلیل قیمت پایین‌تر همچنان بخش عمده بازار را در اختیار داشت، اما از آغاز قرن بیستم برتری کیفی سیمان پرتلند آشکار شد و تولید سیمان طبیعی به سرعت رو به افول گذاشت؛ به گونه‌ای که در آستانه جنگ جهانی اول سهم آن از بازار به کمتر از پنج درصد رسید.: [1112, 199, 1490, 1136]
- table-row: فولاد کاویان ۱۹ -۶۳.۳۵ -۹.۲۴ -۷۳.۸۸ ۳.۲۶ ۱۱.۴۵ -۱۵.۲۲ -۶۳.۷۰ ۱۱.۶۸% ۶: [330, 1981, 1489, 1999]
- table-row: قند مرودشت ۱۰.۵۸ ۱۳.۴۵ ۲.۸۶ -۷۰.۱۸ -۷۳.۹۹ ۲۶.۴۲ ۱۹.۰۷ ۱۱.۹۸ ۹.۹۸% ۶: [330, 1999, 1489, 2017]
- blog-paragraph: چند روز پیش یکی از دوستان که تازه وارد بازار شده بود می‌پرسید چرا سهمی که مجمع خوبی برگزار کرده بعد از مجمع صف فروش شده است؟ پاسخ روشن است؛ در بازاری که نقدینگی از آن می‌گریزد خوب و بد با هم تنبیه می‌شوند و تا اعتماد برنگردد این وضعیت ادامه دارد.: [18, 725, 299, 805]
- article-paragraph: چرخه رونق و رکود ساختمان مستقیماً بر فروش سیمان اثر می‌گذارد؛ در سال‌های رکود، دولت‌ها با پروژه‌های عمرانی نقش ضربه‌گیر را ایفا می‌کنند و در سال‌های رونق، بخش خصوصی پیشران تقاضا است. از این رو پیش‌بینی فروش شرکت‌های سیمانی بدون رصد بودجه عمرانی دولت ممکن نیست.: [525, 312, 706, 497]
- table-row: کابل پارس ۷۷ -۲۲.۷۵ -۴.۲۱ -۲۴.۰۴ ۲۳.۰۲ ۳۰.۱۹ ۲۲.۰۳ ۲۵.۴۴ ۳۱.۴۸% ۹: [330, 2017, 1489, 2035]
- center-column: [312, 110, 1507, 2212]
- table-row: شیشه و گاز ۷۶ -۱۳.۸۴ ۱۷.۵۳ ۴۳.۱ ۲۹.۴۵ ۴۲.۱۵ ۲۶.۷۱ ۳۳.۱۹ ۲۸.۰۹ ۲۲.۱۹% ۸۸% ۹: [330, 1837, 1489, 1855]
- news-section: [1525, 1367, 1658, 1623]
- blog-headline: نگاهی گذرا به وضعیت بازار!: [32, 157, 284, 216]
- article-paragraph: در مجموع می‌توان گفت صنعت سیمان از منظر تاریخی پا به پای توسعه اقتصادی کشورها حرکت کرده و از منظر اقتصادی آینه‌ای از رونق و رکود اقتصاد ملی است. سرمایه‌گذاری در این صنعت اگرچه بازدهی انفجاری ندارد، اما برای سهامداران صبور و ریسک‌گریز گزینه‌ای مطمئن به شمار می‌رود.: [329, 199, 510, 383]
- regional-rail: [1517, 110, 1659, 2212]
